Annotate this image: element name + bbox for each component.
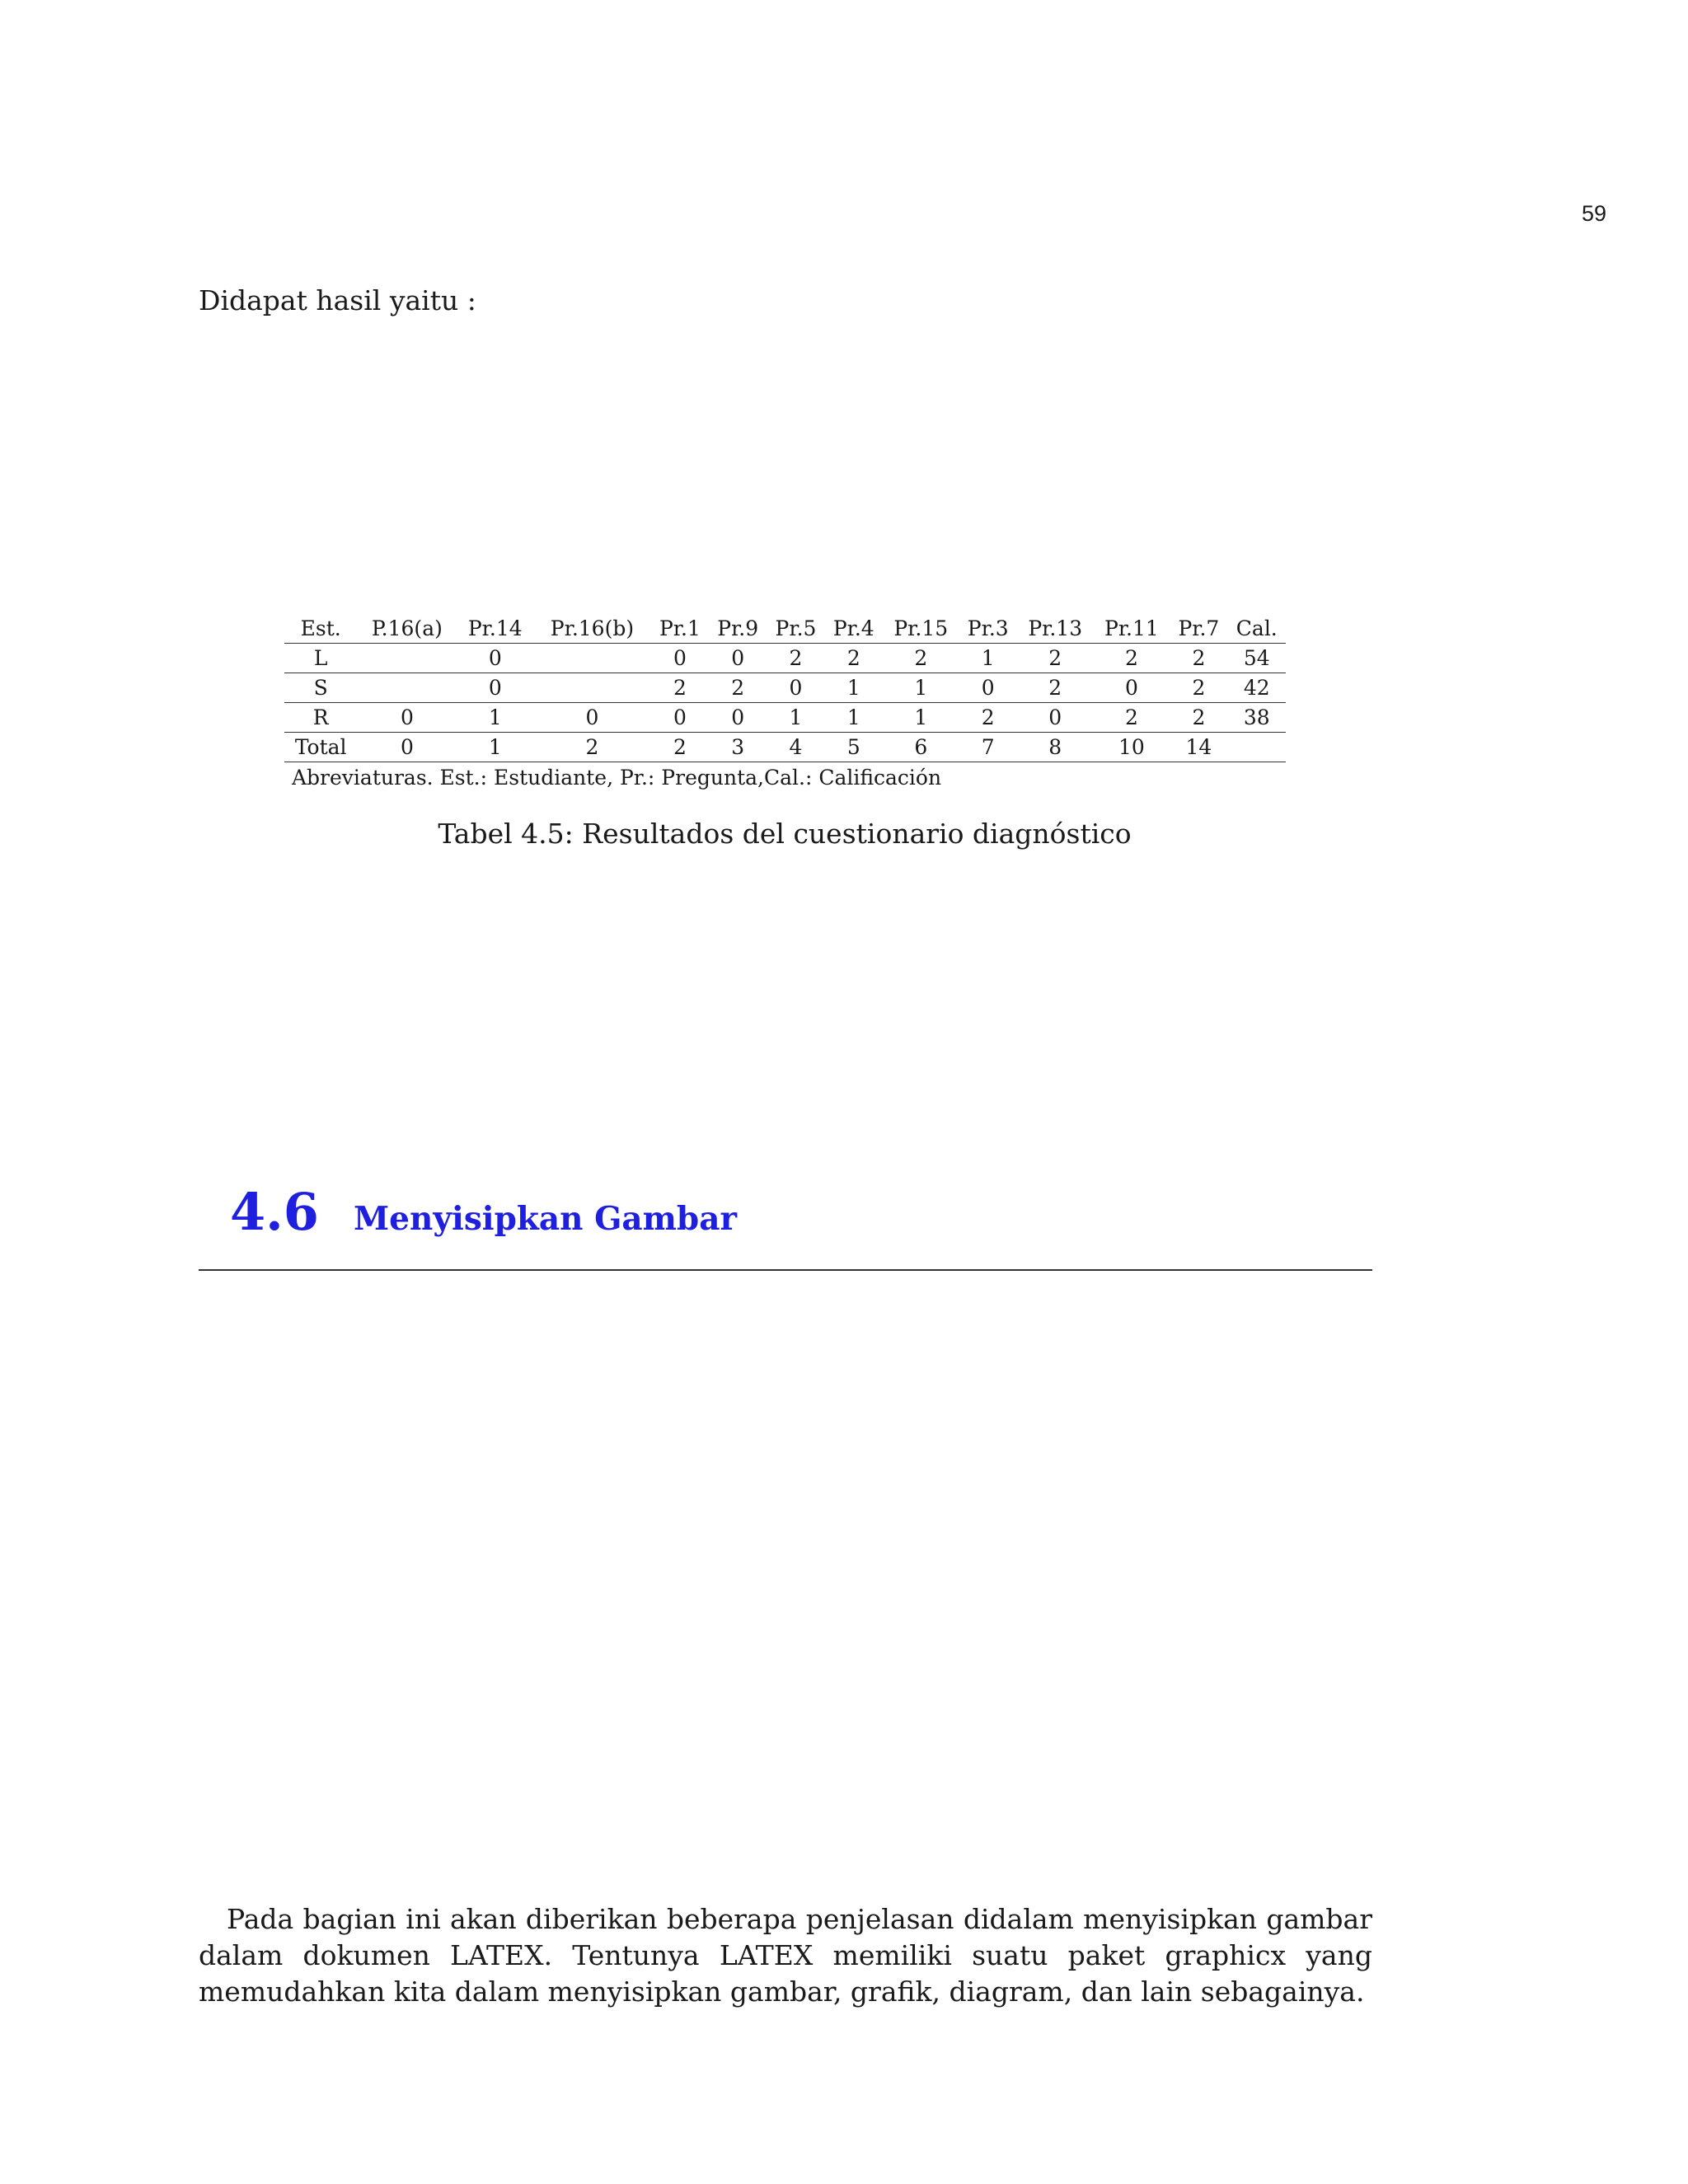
table-cell: 3 — [709, 733, 767, 762]
table-cell: 2 — [883, 644, 959, 673]
table-cell: 54 — [1228, 644, 1286, 673]
results-table-container — [284, 613, 1286, 792]
results-table — [284, 613, 1286, 762]
table-cell: 1 — [883, 703, 959, 733]
table-cell: R — [284, 703, 357, 733]
table-cell: Total — [284, 733, 357, 762]
table-cell: S — [284, 673, 357, 703]
table-cell: 2 — [1094, 644, 1170, 673]
column-header: Pr.15 — [883, 613, 959, 644]
table-cell — [357, 673, 457, 703]
table-cell: 2 — [1170, 703, 1227, 733]
table-cell: 0 — [533, 703, 651, 733]
table-cell: 2 — [709, 673, 767, 703]
table-cell: 2 — [1170, 673, 1227, 703]
table-cell: 1 — [767, 703, 824, 733]
table-cell — [357, 644, 457, 673]
table-cell: 5 — [825, 733, 883, 762]
section-title: Menyisipkan Gambar — [354, 1200, 738, 1238]
table-cell: 2 — [825, 644, 883, 673]
column-header: Cal. — [1228, 613, 1286, 644]
table-cell: 2 — [533, 733, 651, 762]
table-cell: 0 — [959, 673, 1017, 703]
intro-text: Didapat hasil yaitu : — [199, 284, 476, 316]
column-header: Pr.5 — [767, 613, 824, 644]
table-cell: 0 — [651, 644, 709, 673]
table-cell: 0 — [357, 733, 457, 762]
table-cell: 0 — [457, 644, 533, 673]
table-header-row — [284, 613, 1286, 644]
table-cell: 6 — [883, 733, 959, 762]
table-cell: 2 — [651, 733, 709, 762]
column-header: Pr.11 — [1094, 613, 1170, 644]
table-row — [284, 644, 1286, 673]
table-cell: 2 — [767, 644, 824, 673]
table-cell — [1228, 733, 1286, 762]
column-header: P.16(a) — [357, 613, 457, 644]
table-cell: 8 — [1017, 733, 1094, 762]
table-cell: 0 — [709, 703, 767, 733]
table-cell: 0 — [1094, 673, 1170, 703]
column-header: Pr.14 — [457, 613, 533, 644]
table-caption: Tabel 4.5: Resultados del cuestionario diagnóstico — [438, 818, 1132, 850]
table-cell: 0 — [651, 703, 709, 733]
table-cell: 0 — [1017, 703, 1094, 733]
table-cell: 38 — [1228, 703, 1286, 733]
table-cell: 2 — [959, 703, 1017, 733]
table-row — [284, 703, 1286, 733]
page-number: 59 — [1581, 201, 1606, 226]
table-cell: 1 — [825, 703, 883, 733]
column-header: Est. — [284, 613, 357, 644]
table-cell: 2 — [1170, 644, 1227, 673]
table-cell: 0 — [767, 673, 824, 703]
section-heading — [230, 1182, 737, 1242]
column-header: Pr.7 — [1170, 613, 1227, 644]
table-cell: 1 — [457, 733, 533, 762]
column-header: Pr.4 — [825, 613, 883, 644]
table-cell: 4 — [767, 733, 824, 762]
column-header: Pr.9 — [709, 613, 767, 644]
table-cell: 10 — [1094, 733, 1170, 762]
table-cell: L — [284, 644, 357, 673]
column-header: Pr.13 — [1017, 613, 1094, 644]
table-cell: 42 — [1228, 673, 1286, 703]
table-cell: 1 — [959, 644, 1017, 673]
table-cell: 7 — [959, 733, 1017, 762]
body-paragraph: Pada bagian ini akan diberikan beberapa penjelasan didalam menyisipkan gambar dalam dokumen LATEX. Tentunya LATEX memiliki suatu paket graphicx yang memudahkan kita dalam menyisipkan gambar, grafik, diagram, dan lain sebagainya. — [199, 1903, 1372, 2008]
table-cell: 0 — [357, 703, 457, 733]
section-divider — [199, 1269, 1372, 1271]
table-row — [284, 673, 1286, 703]
table-cell — [533, 673, 651, 703]
column-header: Pr.16(b) — [533, 613, 651, 644]
table-cell — [533, 644, 651, 673]
column-header: Pr.3 — [959, 613, 1017, 644]
table-cell: 14 — [1170, 733, 1227, 762]
table-total-row — [284, 733, 1286, 762]
table-cell: 2 — [651, 673, 709, 703]
table-abbreviations-note: Abreviaturas. Est.: Estudiante, Pr.: Pregunta,Cal.: Calificación — [292, 766, 942, 790]
table-cell: 0 — [709, 644, 767, 673]
column-header: Pr.1 — [651, 613, 709, 644]
table-cell: 2 — [1017, 673, 1094, 703]
table-cell: 2 — [1017, 644, 1094, 673]
table-cell: 1 — [883, 673, 959, 703]
table-cell: 1 — [457, 703, 533, 733]
table-cell: 1 — [825, 673, 883, 703]
table-cell: 2 — [1094, 703, 1170, 733]
table-cell: 0 — [457, 673, 533, 703]
section-number: 4.6 — [230, 1182, 319, 1242]
